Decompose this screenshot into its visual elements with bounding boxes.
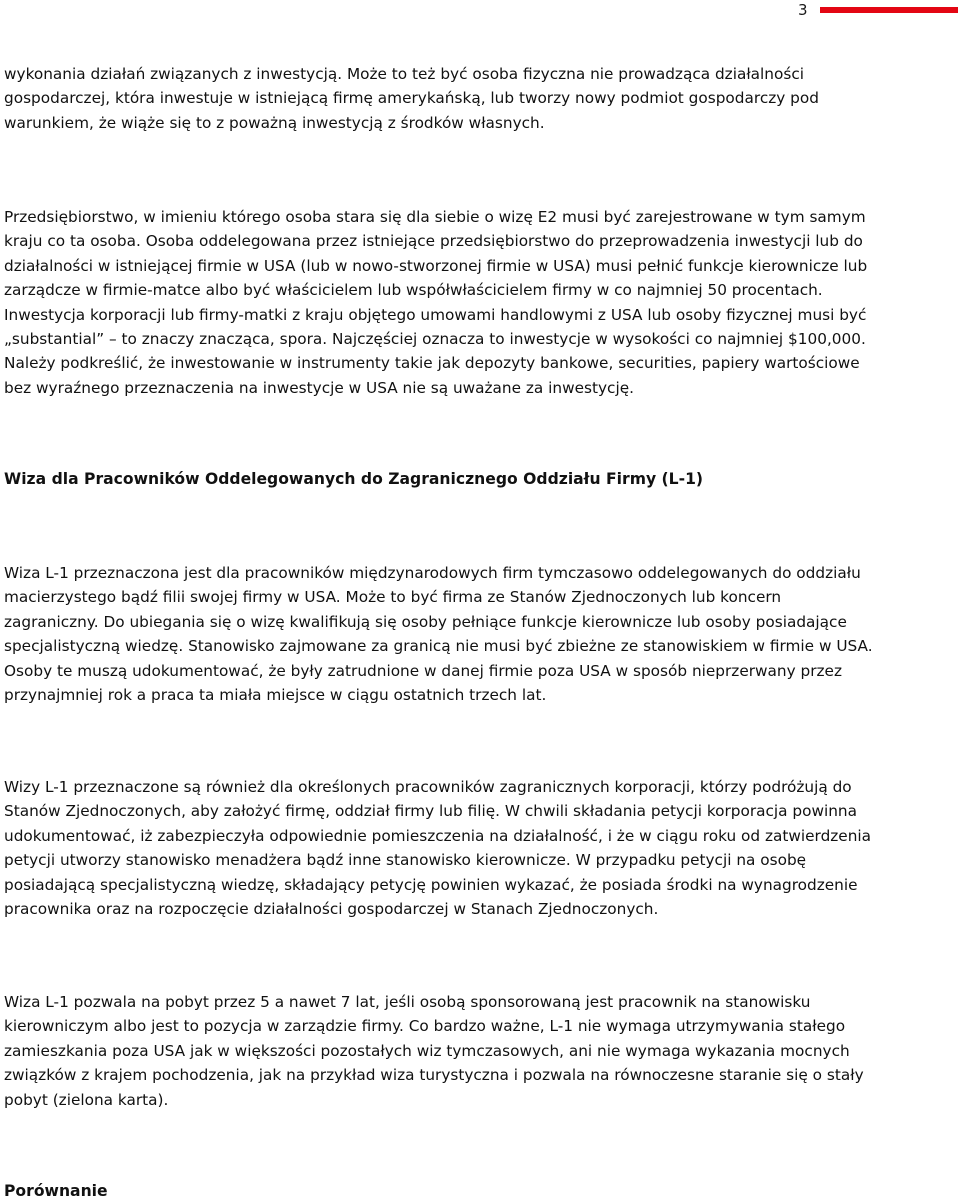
text-line: pracownika oraz na rozpoczęcie działalności gospodarczej w Stanach Zjednoczonych. xyxy=(4,900,659,919)
page-number: 3 xyxy=(798,1,808,19)
text-line: przynajmniej rok a praca ta miała miejsce w ciągu ostatnich trzech lat. xyxy=(4,686,547,705)
header-accent-rule xyxy=(820,7,958,13)
text-line: Należy podkreślić, że inwestowanie w instrumenty takie jak depozyty bankowe, securities, papiery wartościowe xyxy=(4,354,860,373)
text-line: kierowniczym albo jest to pozycja w zarządzie firmy. Co bardzo ważne, L-1 nie wymaga utrzymywania stałego xyxy=(4,1017,846,1036)
text-line: Wiza L-1 pozwala na pobyt przez 5 a nawet 7 lat, jeśli osobą sponsorowaną jest pracownik na stanowisku xyxy=(4,993,811,1011)
text-line: związków z krajem pochodzenia, jak na przykład wiza turystyczna i pozwala na równoczesne staranie się o stały xyxy=(4,1066,864,1085)
text-line: kraju co ta osoba. Osoba oddelegowana przez istniejące przedsiębiorstwo do przeprowadzenia inwestycji lub do xyxy=(4,232,863,251)
text-line: wykonania działań związanych z inwestycją. Może to też być osoba fizyczna nie prowadząca działalności xyxy=(4,65,804,83)
text-line: petycji utworzy stanowisko menadżera bądź inne stanowisko kierownicze. W przypadku petycji na osobę xyxy=(4,851,807,870)
e2-registration-paragraph xyxy=(4,205,956,400)
text-line: zamieszkania poza USA jak w większości pozostałych wiz tymczasowych, ani nie wymaga wykazania mocnych xyxy=(4,1041,850,1060)
e2-paragraph-continued xyxy=(4,62,956,135)
text-line: Wiza L-1 przeznaczona jest dla pracowników międzynarodowych firm tymczasowo oddelegowanych do oddziału xyxy=(4,564,861,582)
text-line: posiadającą specjalistyczną wiedzę, składający petycję powinien wykazać, że posiada środki na wynagrodzenie xyxy=(4,875,858,894)
text-line: warunkiem, że wiąże się to z poważną inwestycją z środków własnych. xyxy=(4,113,545,132)
l1-duration-paragraph xyxy=(4,990,956,1112)
text-line: zarządcze w firmie-matce albo być właścicielem lub współwłaścicielem firmy w co najmniej 50 procentach. xyxy=(4,281,823,300)
text-line: zagraniczny. Do ubiegania się o wizę kwalifikują się osoby pełniące funkcje kierownicze lub osoby posiadające xyxy=(4,612,847,631)
text-line: udokumentować, iż zabezpieczyła odpowiednie pomieszczenia na działalność, i że w ciągu roku od zatwierdzenia xyxy=(4,826,872,845)
text-line: Wizy L-1 przeznaczone są również dla określonych pracowników zagranicznych korporacji, którzy podróżują do xyxy=(4,778,852,796)
text-line: działalności w istniejącej firmie w USA (lub w nowo-stworzonej firmie w USA) musi pełnić funkcje kierownicze lub xyxy=(4,256,868,275)
l1-intro-paragraph xyxy=(4,561,956,707)
text-line: pobyt (zielona karta). xyxy=(4,1090,169,1109)
text-line: gospodarczej, która inwestuje w istniejącą firmę amerykańską, lub tworzy nowy podmiot gospodarczy pod xyxy=(4,89,819,108)
text-line: macierzystego bądź filii swojej firmy w USA. Może to być firma ze Stanów Zjednoczonych lub koncern xyxy=(4,588,782,607)
text-line: bez wyraźnego przeznaczenia na inwestycje w USA nie są uważane za inwestycję. xyxy=(4,378,634,397)
l1-section-heading: Wiza dla Pracowników Oddelegowanych do Zagranicznego Oddziału Firmy (L-1) xyxy=(4,470,704,488)
text-line: Inwestycja korporacji lub firmy-matki z kraju objętego umowami handlowymi z USA lub osoby fizycznej musi być xyxy=(4,305,867,324)
text-line: specjalistyczną wiedzę. Stanowisko zajmowane za granicą nie musi być zbieżne ze stanowiskiem w firmie w USA. xyxy=(4,637,873,656)
text-line: Przedsiębiorstwo, w imieniu którego osoba stara się dla siebie o wizę E2 musi być zarejestrowane w tym samym xyxy=(4,208,866,226)
text-line: Osoby te muszą udokumentować, że były zatrudnione w danej firmie poza USA w sposób nieprzerwany przez xyxy=(4,661,842,680)
comparison-section-heading: Porównanie xyxy=(4,1182,108,1200)
text-line: „substantial” – to znaczy znacząca, spora. Najczęściej oznacza to inwestycje w wysokości co najmniej $100,000. xyxy=(4,330,866,349)
text-line: Stanów Zjednoczonych, aby założyć firmę, oddział firmy lub filię. W chwili składania petycji korporacja powinna xyxy=(4,802,858,821)
l1-new-office-paragraph xyxy=(4,775,956,921)
